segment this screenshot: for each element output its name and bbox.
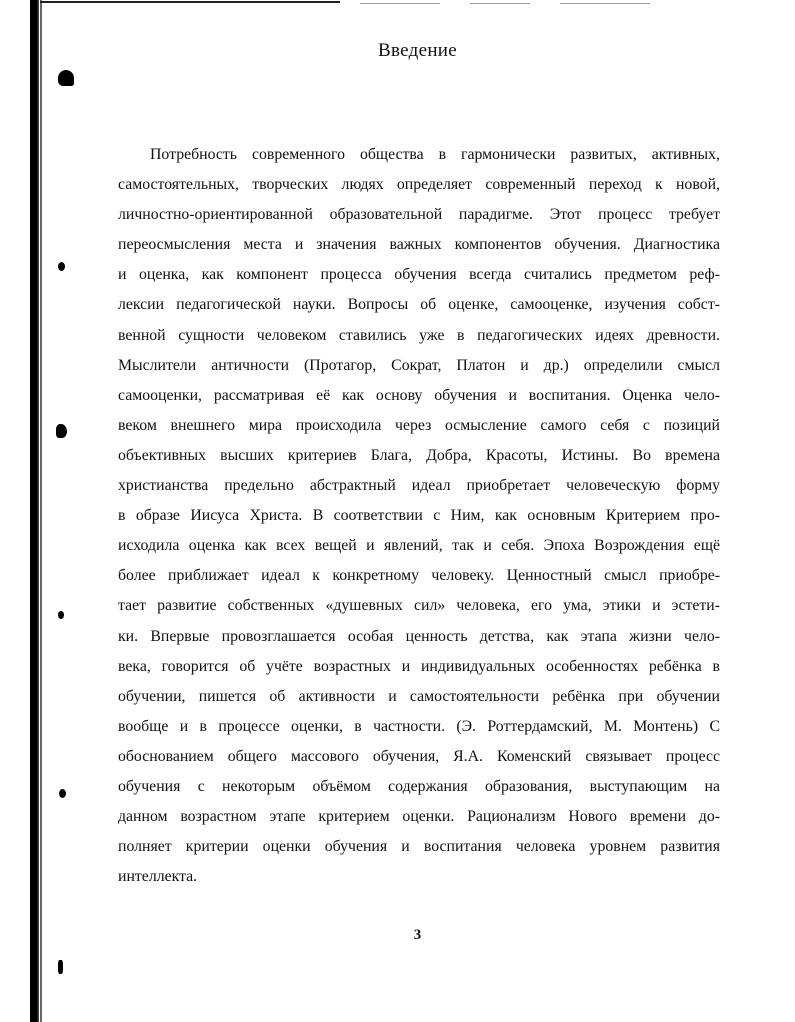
- scan-edge-line: [40, 0, 42, 1022]
- body-paragraph: [118, 140, 720, 892]
- page-number: 3: [413, 927, 422, 943]
- text-line: обоснованием общего массового обучения, Я.А. Коменский связывает процесс: [118, 747, 720, 765]
- scan-top-dash: [360, 3, 440, 4]
- text-line: века, говорится об учёте возрастных и индивидуальных особенностях ребёнка в: [118, 657, 720, 675]
- text-line: Мыслители античности (Протагор, Сократ, Платон и др.) определили смысл: [118, 356, 720, 374]
- text-line: исходила оценка как всех вещей и явлений, так и себя. Эпоха Возрождения ещё: [118, 537, 720, 555]
- text-line: полняет критерии оценки обучения и воспитания человека уровнем развития: [118, 838, 720, 856]
- text-line: объективных высших критериев Блага, Добра, Красоты, Истины. Во времена: [118, 446, 720, 464]
- text-line: личностно-ориентированной образовательной парадигме. Этот процесс требует: [118, 206, 720, 224]
- text-line: в образе Иисуса Христа. В соответствии с Ним, как основным Критерием про-: [118, 507, 720, 525]
- text-line: тает развитие собственных «душевных сил» человека, его ума, этики и эстети-: [118, 597, 720, 615]
- text-line: и оценка, как компонент процесса обучения всегда считались предметом реф-: [118, 266, 720, 284]
- text-line: ки. Впервые провозглашается особая ценность детства, как этапа жизни чело-: [118, 627, 720, 645]
- text-line: обучения с некоторым объёмом содержания образования, выступающим на: [118, 777, 720, 795]
- text-line: самооценки, рассматривая её как основу обучения и воспитания. Оценка чело-: [118, 386, 720, 404]
- text-line: Потребность современного общества в гармонически развитых, активных,: [150, 146, 720, 163]
- text-line: переосмысления места и значения важных компонентов обучения. Диагностика: [118, 236, 720, 254]
- text-line: самостоятельных, творческих людях определяет современный переход к новой,: [118, 176, 720, 194]
- text-line: христианства предельно абстрактный идеал приобретает человеческую форму: [118, 477, 720, 495]
- text-line: обучении, пишется об активности и самостоятельности ребёнка при обучении: [118, 687, 720, 705]
- scan-blot: [56, 424, 67, 438]
- text-line: интеллекта.: [118, 868, 198, 886]
- scan-blot: [59, 789, 66, 798]
- scan-edge-shadow: [30, 0, 39, 1022]
- text-line: вообще и в процессе оценки, в частности. (Э. Роттердамский, М. Монтень) С: [118, 717, 720, 735]
- text-line: веком внешнего мира происходила через осмысление самого себя с позиций: [118, 416, 720, 434]
- scan-blot: [58, 262, 65, 271]
- text-line: данном возрастном этапе критерием оценки. Рационализм Нового времени до-: [118, 808, 720, 826]
- scan-blot: [58, 70, 74, 86]
- scan-blot: [58, 960, 63, 974]
- scan-top-border: [40, 1, 340, 3]
- text-line: более приближает идеал к конкретному человеку. Ценностный смысл приобре-: [118, 567, 720, 585]
- text-line: венной сущности человеком ставились уже в педагогических идеях древности.: [118, 326, 720, 344]
- scan-blot: [58, 611, 64, 619]
- text-line: лексии педагогической науки. Вопросы об оценке, самооценке, изучения собст-: [118, 296, 720, 314]
- page-title: Введение: [378, 40, 457, 61]
- scan-top-dash: [560, 3, 650, 4]
- scan-top-dash: [470, 3, 530, 4]
